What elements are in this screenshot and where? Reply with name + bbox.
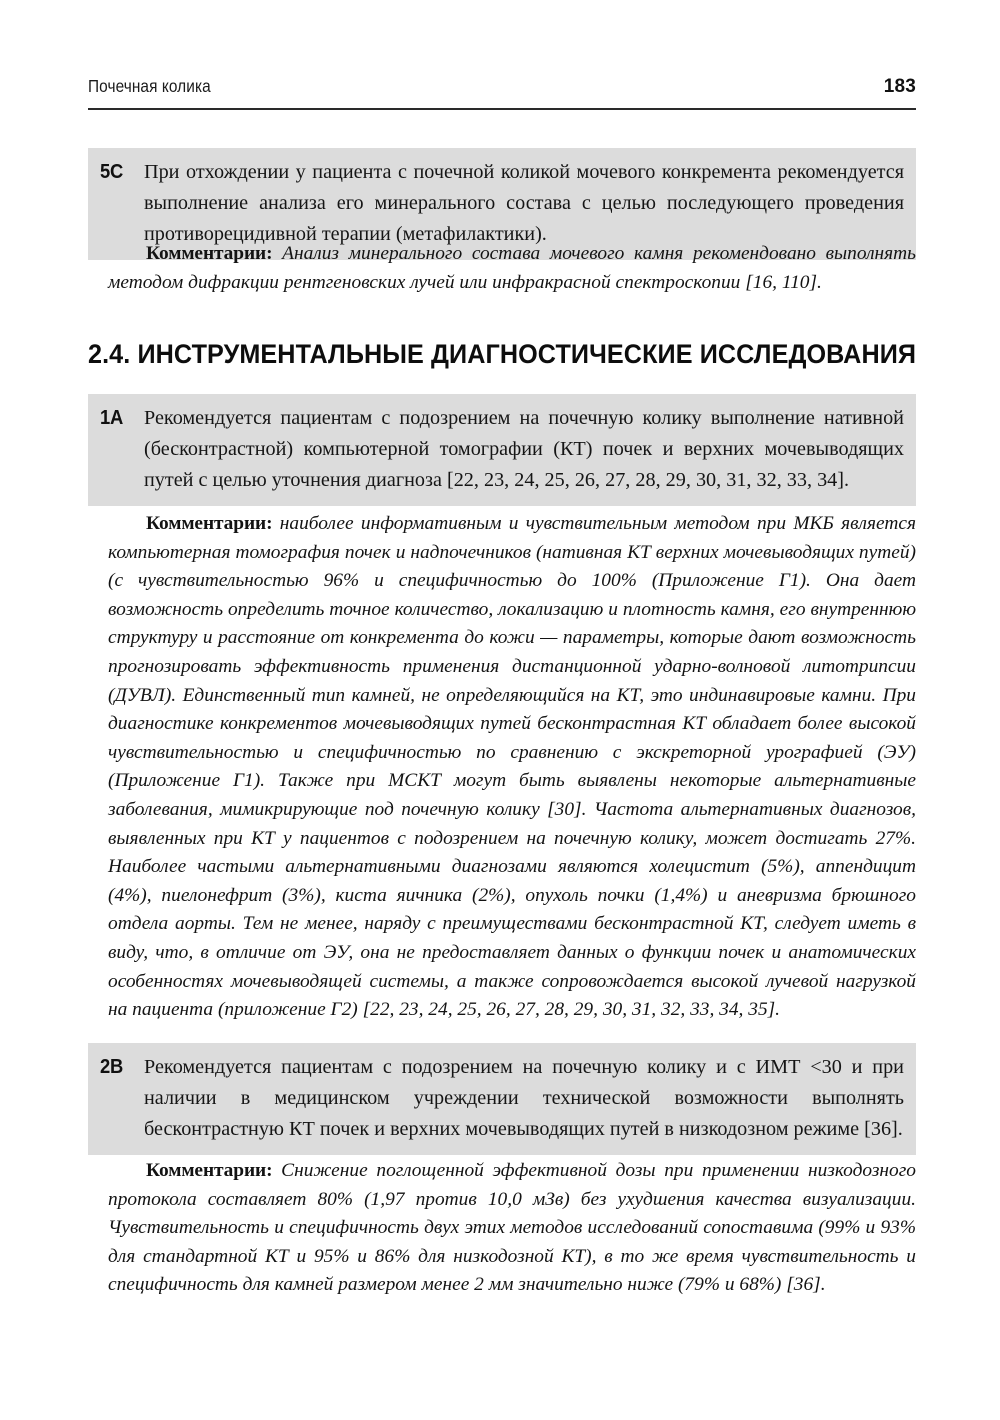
recommendation-text-1a: Рекомендуется пациентам с подозрением на почечную колику выполнение нативной (бесконтрастной) компьютерной томографии (КТ) почек и верхних мочевыводящих путей с целью уточнения диагноза [22, 23, 24, 25, 26, 27, 28, 29, 30, 31, 32, 33, 34]. [144,407,904,491]
comment-body-text: Снижение поглощенной эффективной дозы при применении низкодозного протокола составляет 80% (1,97 против 10,0 мЗв) без ухудшения качества визуализации. Чувствительность и специфичность двух этих методов исследований сопоставима (99% и 93% для стандартной КТ и 95% и 86% для низкодозной КТ), в то же время чувствительность и специфичность для камней размером менее 2 мм значительно ниже (79% и 68%) [36]. [108,1160,916,1296]
recommendation-text-2b: Рекомендуется пациентам с подозрением на почечную колику и с ИМТ <30 и при наличии в медицинском учреждении технической возможности выполнять бесконтрастную КТ почек и верхних мочевыводящих путей в низкодозном режиме [36]. [144,1056,904,1140]
comment-body-text: наиболее информативным и чувствительным методом при МКБ является компьютерная томография почек и надпочечников (нативная КТ верхних мочевыводящих путей) (с чувствительностью 96% и специфичностью до 100% (Приложение Г1). Она дает возможность определить точное количество, локализацию и плотность камня, его внутреннюю структуру и расстояние от конкремента до кожи — параметры, которые дают возможность прогнозировать эффективность применения дистанционной ударно-волновой литотрипсии (ДУВЛ). Единственный тип камней, не определяющийся на КТ, это индинавировые камни. При диагностике конкрементов мочевыводящих путей бесконтрастная КТ обладает более высокой чувствительностью и специфичностью по сравнению с экскреторной урографией (ЭУ) (Приложение Г1). Также при МСКТ могут быть выявлены некоторые альтернативные заболевания, мимикрирующие под почечную колику [30]. Частота альтернативных диагнозов, выявленных при КТ у пациентов с подозрением на почечную колику, может достигать 27%. Наиболее частыми альтернативными диагнозами являются холецистит (5%), аппендицит (4%), пиелонефрит (3%), киста яичника (2%), опухоль почки (1,4%) и аневризма брюшного отдела аорты. Тем не менее, наряду с преимуществами бесконтрастной КТ, следует иметь в виду, что, в отличие от ЭУ, она не предоставляет данных о функции почек и анатомических особенностях мочевыводящей системы, а также сопровождается высокой лучевой нагрузкой на пациента (приложение Г2) [22, 23, 24, 25, 26, 27, 28, 29, 30, 31, 32, 33, 34, 35]. [108,513,916,1021]
recommendation-block-2b [88,1043,916,1155]
running-header [88,76,916,98]
recommendation-grade-2b: 2B [100,1056,124,1078]
recommendation-grade-1a: 1A [100,407,124,429]
comment-paragraph-1a [108,510,916,1025]
recommendation-grade-5c: 5C [100,161,124,183]
header-divider [88,108,916,110]
comment-paragraph-2b [108,1157,916,1300]
page-number: 183 [883,76,916,97]
comment-lead-label: Комментарии: [146,243,273,264]
recommendation-text-5c: При отхождении у пациента с почечной коликой мочевого конкремента рекомендуется выполнение анализа его минерального состава с целью последующего проведения противорецидивной терапии (метафилактики). [144,161,904,245]
section-heading-2-4: 2.4. ИНСТРУМЕНТАЛЬНЫЕ ДИАГНОСТИЧЕСКИЕ ИССЛЕДОВАНИЯ [88,339,917,369]
comment-lead-label: Комментарии: [146,513,273,534]
recommendation-block-1a [88,394,916,506]
comment-paragraph-5c [108,240,916,297]
running-header-title: Почечная колика [88,76,211,96]
comment-body-text: Анализ минерального состава мочевого камня рекомендовано выполнять методом дифракции рентгеновских лучей или инфракрасной спектроскопии [16, 110]. [108,243,916,293]
comment-lead-label: Комментарии: [146,1160,273,1181]
